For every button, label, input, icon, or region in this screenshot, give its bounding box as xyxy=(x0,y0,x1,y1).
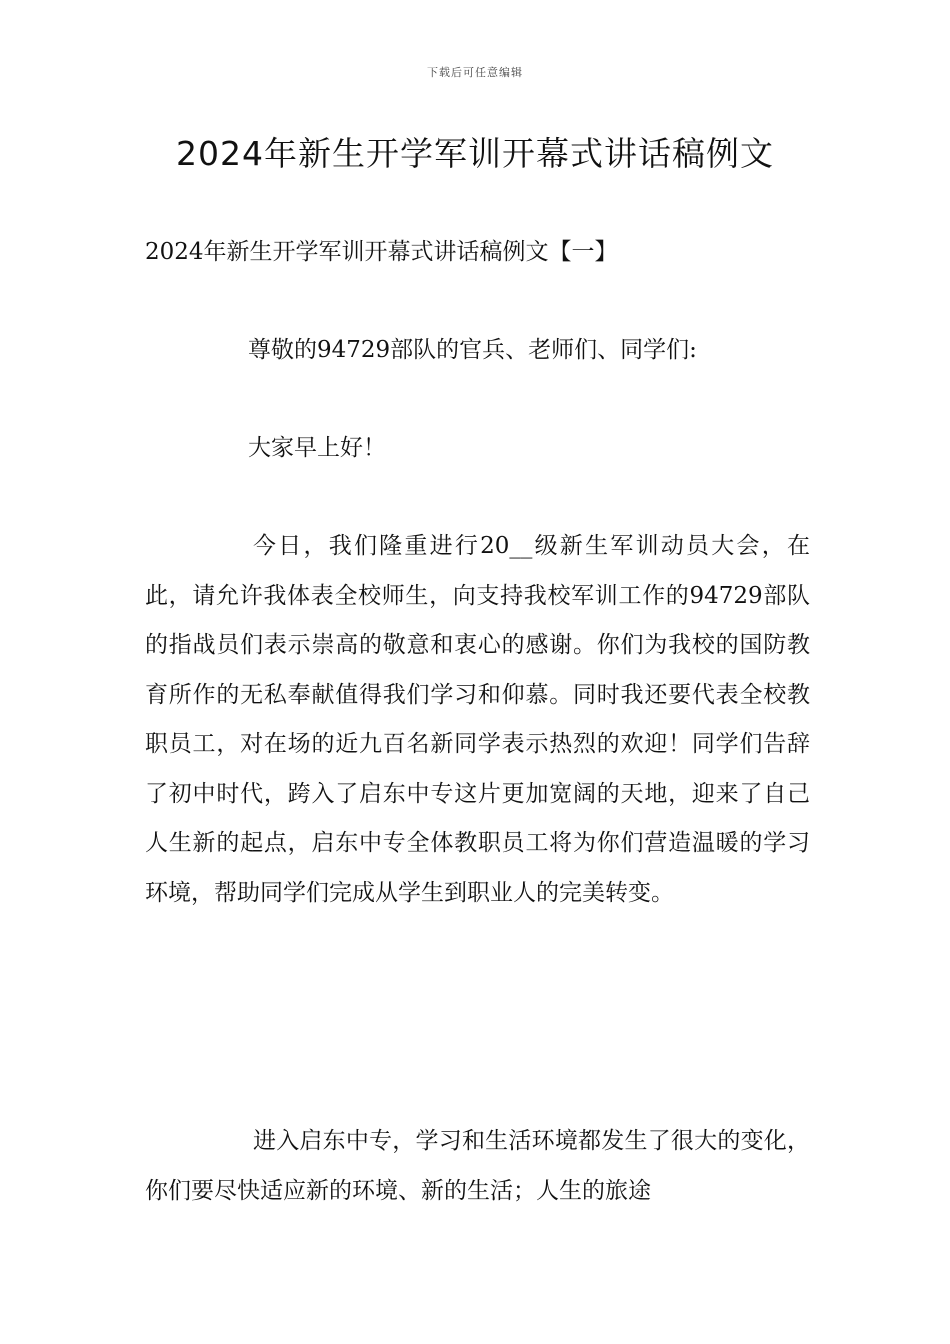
section-heading: 2024年新生开学军训开幕式讲话稿例文【一】 xyxy=(145,239,618,265)
greeting: 大家早上好！ xyxy=(248,435,386,461)
document-title: 2024年新生开学军训开幕式讲话稿例文 xyxy=(176,134,774,173)
body-paragraph: 进入启东中专，学习和生活环境都发生了很大的变化，你们要尽快适应新的环境、新的生活；人生的旅途 xyxy=(145,1128,810,1204)
salutation: 尊敬的94729部队的官兵、老师们、同学们: xyxy=(248,337,697,363)
body-paragraph: 今日，我们隆重进行20__级新生军训动员大会，在此，请允许我体表全校师生，向支持我校军训工作的94729部队的指战员们表示崇高的敬意和衷心的感谢。你们为我校的国防教育所作的无私奉献值得我们学习和仰慕。同时我还要代表全校教职员工，对在场的近九百名新同学表示热烈的欢迎！同学们告辞了初中时代，跨入了启东中专这片更加宽阔的天地，迎来了自己人生新的起点，启东中专全体教职员工将为你们营造温暖的学习环境，帮助同学们完成从学生到职业人的完美转变。 xyxy=(145,533,810,906)
header-note: 下载后可任意编辑 xyxy=(427,66,523,79)
